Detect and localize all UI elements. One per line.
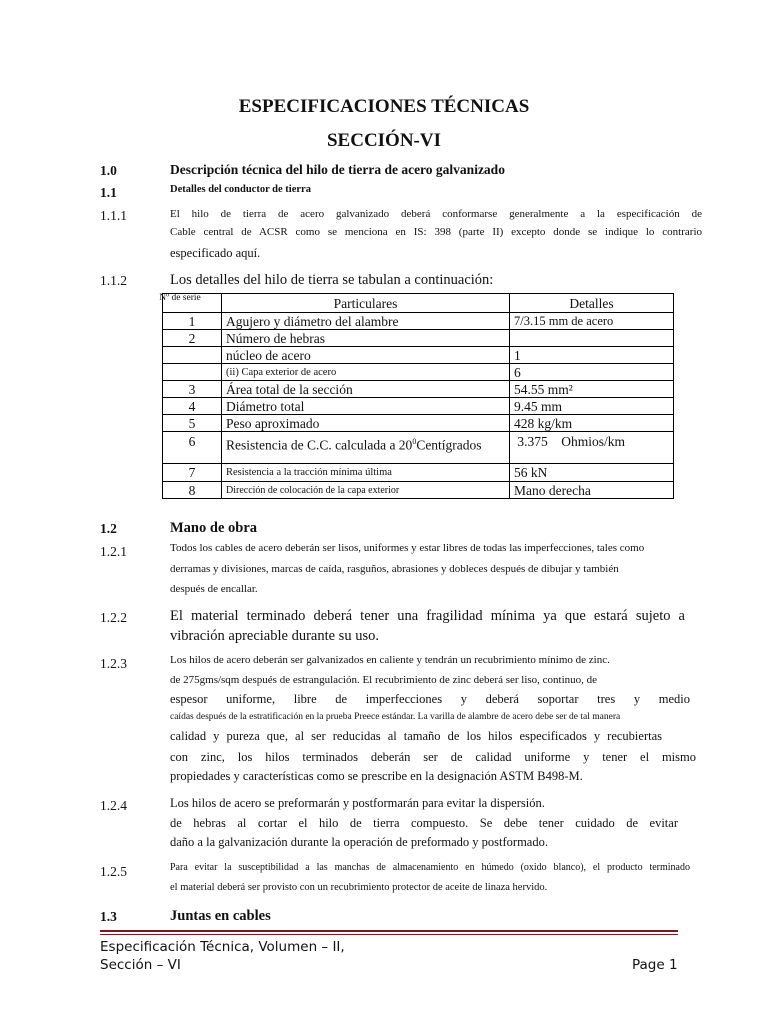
paragraph-line: caídas después de la estratificación en la prueba Preece estándar. La varilla de alambre de acero debe ser de tal manera — [170, 712, 621, 722]
section-heading: Mano de obra — [170, 520, 257, 536]
paragraph-line: vibración apreciable durante su uso. — [170, 628, 379, 644]
section-number: 1.1 — [100, 185, 117, 200]
table-row — [163, 398, 674, 415]
paragraph-line: El hilo de tierra de acero galvanizado deberá conformarse generalmente a la especificación de — [170, 208, 702, 220]
row-detail: 6 — [510, 364, 674, 381]
table-row — [163, 330, 674, 347]
paragraph-line: daño a la galvanización durante la operación de preformado y postformado. — [170, 835, 548, 849]
header-details: Detalles — [510, 294, 674, 313]
row-particular: núcleo de acero — [222, 347, 510, 364]
paragraph-line: Cable central de ACSR como se menciona en IS: 398 (parte II) excepto donde se indique lo contrario — [170, 226, 702, 238]
paragraph-line: espesor uniforme, libre de imperfecciones y deberá soportar tres y medio — [170, 692, 690, 706]
row-number: 5 — [163, 415, 222, 432]
row-number: 3 — [163, 381, 222, 398]
row-particular: Dirección de colocación de la capa exterior — [222, 482, 510, 499]
row-number: 1 — [163, 313, 222, 330]
row-particular: Diámetro total — [222, 398, 510, 415]
section-heading: Detalles del conductor de tierra — [170, 184, 311, 195]
paragraph-number: 1.2.3 — [100, 656, 127, 671]
paragraph-line: Los hilos de acero deberán ser galvanizados en caliente y tendrán un recubrimiento mínimo de zinc. — [170, 654, 610, 666]
row-detail: 9.45 mm — [510, 398, 674, 415]
row-particular: (ii) Capa exterior de acero — [222, 364, 510, 381]
row-particular: Peso aproximado — [222, 415, 510, 432]
paragraph-line: de 275gms/sqm después de estrangulación. El recubrimiento de zinc deberá ser liso, continuo, de — [170, 674, 598, 686]
table-header-row — [163, 294, 674, 313]
section-title: SECCIÓN-VI — [326, 130, 442, 151]
table-row — [163, 464, 674, 482]
row-number: 4 — [163, 398, 222, 415]
document-title: ESPECIFICACIONES TÉCNICAS — [238, 96, 530, 117]
paragraph-number: 1.1.2 — [100, 273, 127, 288]
row-particular: Agujero y diámetro del alambre — [222, 313, 510, 330]
paragraph-line: Todos los cables de acero deberán ser lisos, uniformes y estar libres de todas las imperfecciones, tales como — [170, 542, 645, 554]
paragraph-number: 1.2.5 — [100, 864, 127, 879]
section-number: 1.0 — [100, 163, 117, 178]
row-number: 6 — [163, 432, 222, 464]
paragraph-line: el material deberá ser provisto con un recubrimiento protector de aceite de linaza hervido. — [170, 882, 548, 893]
row-particular: Área total de la sección — [222, 381, 510, 398]
paragraph-line: especificado aquí. — [170, 246, 261, 260]
paragraph-line: Para evitar la susceptibilidad a las manchas de almacenamiento en húmedo (oxido blanco), el producto terminado — [170, 862, 690, 873]
table-row — [163, 313, 674, 330]
table-row — [163, 364, 674, 381]
section-heading: Juntas en cables — [170, 908, 271, 924]
table-row — [163, 432, 674, 464]
table-row — [163, 482, 674, 499]
paragraph-line: Los hilos de acero se preformarán y postformarán para evitar la dispersión. — [170, 796, 545, 810]
paragraph-number: 1.2.4 — [100, 798, 127, 813]
paragraph-line: El material terminado deberá tener una fragilidad mínima ya que estará sujeto a — [170, 608, 685, 624]
header-serial: Nº de serie — [163, 294, 222, 313]
paragraph-line: propiedades y características como se prescribe en la designación ASTM B498-M. — [170, 769, 583, 783]
row-number — [163, 347, 222, 364]
footer-rule — [100, 930, 678, 932]
row-detail: 56 kN — [510, 464, 674, 482]
table-row — [163, 415, 674, 432]
table-row — [163, 381, 674, 398]
footer-rule — [100, 934, 678, 935]
row-detail: Mano derecha — [510, 482, 674, 499]
paragraph-line: de hebras al cortar el hilo de tierra compuesto. Se debe tener cuidado de evitar — [170, 816, 678, 830]
paragraph-line: derramas y divisiones, marcas de caída, rasguños, abrasiones y dobleces después de dibujar y también — [170, 563, 619, 575]
paragraph-number: 1.2.1 — [100, 544, 127, 559]
page-number: Page 1 — [632, 957, 678, 973]
row-number: 8 — [163, 482, 222, 499]
row-detail: 7/3.15 mm de acero — [510, 313, 674, 330]
ground-wire-details-table — [159, 293, 674, 499]
paragraph-line: Los detalles del hilo de tierra se tabulan a continuación: — [170, 272, 494, 288]
row-particular: Resistencia de C.C. calculada a $20^0Centígrados$ — [222, 432, 510, 464]
row-number — [163, 364, 222, 381]
row-particular: Resistencia a la tracción mínima última — [222, 464, 510, 482]
row-number: 7 — [163, 464, 222, 482]
row-detail: 1 — [510, 347, 674, 364]
row-particular: Número de hebras — [222, 330, 510, 347]
section-heading: Descripción técnica del hilo de tierra de acero galvanizado — [170, 162, 505, 177]
section-number: 1.2 — [100, 521, 117, 536]
paragraph-number: 1.2.2 — [100, 610, 127, 625]
paragraph-number: 1.1.1 — [100, 208, 127, 223]
paragraph-line: con zinc, los hilos terminados deberán ser de calidad uniforme y tener el mismo — [170, 750, 696, 764]
table-row — [163, 347, 674, 364]
section-number: 1.3 — [100, 909, 117, 924]
paragraph-line: calidad y pureza que, al ser reducidas al tamaño de los hilos especificados y recubiertas — [170, 729, 662, 743]
row-number: 2 — [163, 330, 222, 347]
footer-doc-line: Especificación Técnica, Volumen – II, — [100, 939, 345, 955]
row-detail — [510, 330, 674, 347]
row-detail: 54.55 mm² — [510, 381, 674, 398]
row-detail: 428 kg/km — [510, 415, 674, 432]
footer-section-line: Sección – VI — [100, 957, 181, 973]
paragraph-line: después de encallar. — [170, 583, 258, 595]
header-particulars: Particulares — [222, 294, 510, 313]
row-detail: 3.375 Ohmios/km — [510, 432, 674, 464]
